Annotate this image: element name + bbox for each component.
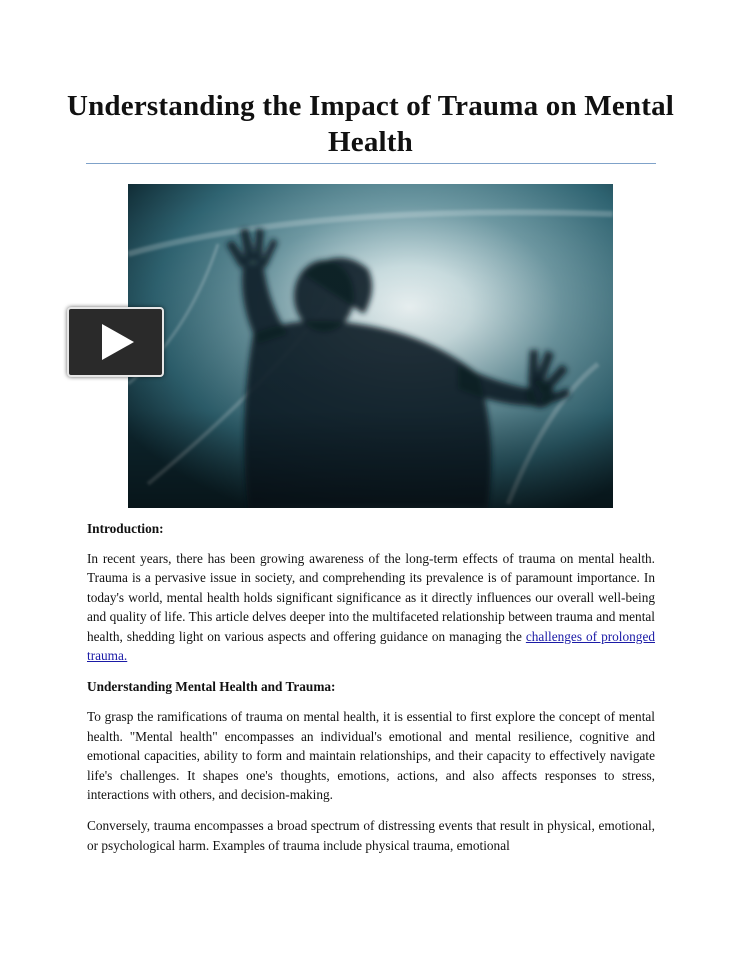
silhouette-image [128, 184, 613, 508]
article-image [128, 184, 613, 508]
title-divider [86, 163, 656, 164]
page-title: Understanding the Impact of Trauma on Mental Health [66, 90, 675, 158]
section-paragraph-1: To grasp the ramifications of trauma on mental health, it is essential to first explore the concept of mental health. "Mental health" encompasses an individual's emotional and mental resilience, cognitive and emotional capacities, ability to form and maintain relationships, and their capacity to effectively navigate life's challenges. It shapes one's thoughts, emotions, actions, and also affects responses to stress, interactions with others, and decision-making. [87, 709, 655, 803]
intro-paragraph-text: In recent years, there has been growing awareness of the long-term effects of trauma on mental health. Trauma is a pervasive issue in society, and comprehending its prevalence is of paramount importance. In today's world, mental health holds significant significance as it directly influences our overall well-being and quality of life. This article delves deeper into the multifaceted relationship between trauma and mental health, shedding light on various aspects and offering guidance on managing the [87, 551, 655, 644]
play-button[interactable] [67, 307, 164, 377]
play-icon [100, 323, 136, 361]
intro-heading: Introduction: [87, 521, 164, 536]
intro-paragraph [87, 549, 655, 665]
section-paragraph-2: Conversely, trauma encompasses a broad spectrum of distressing events that result in physical, emotional, or psychological harm. Examples of trauma include physical trauma, emotional [87, 818, 655, 853]
article-body [87, 519, 655, 867]
prolonged-trauma-link[interactable]: challenges of prolonged trauma. [87, 628, 655, 664]
section-heading: Understanding Mental Health and Trauma: [87, 679, 336, 695]
